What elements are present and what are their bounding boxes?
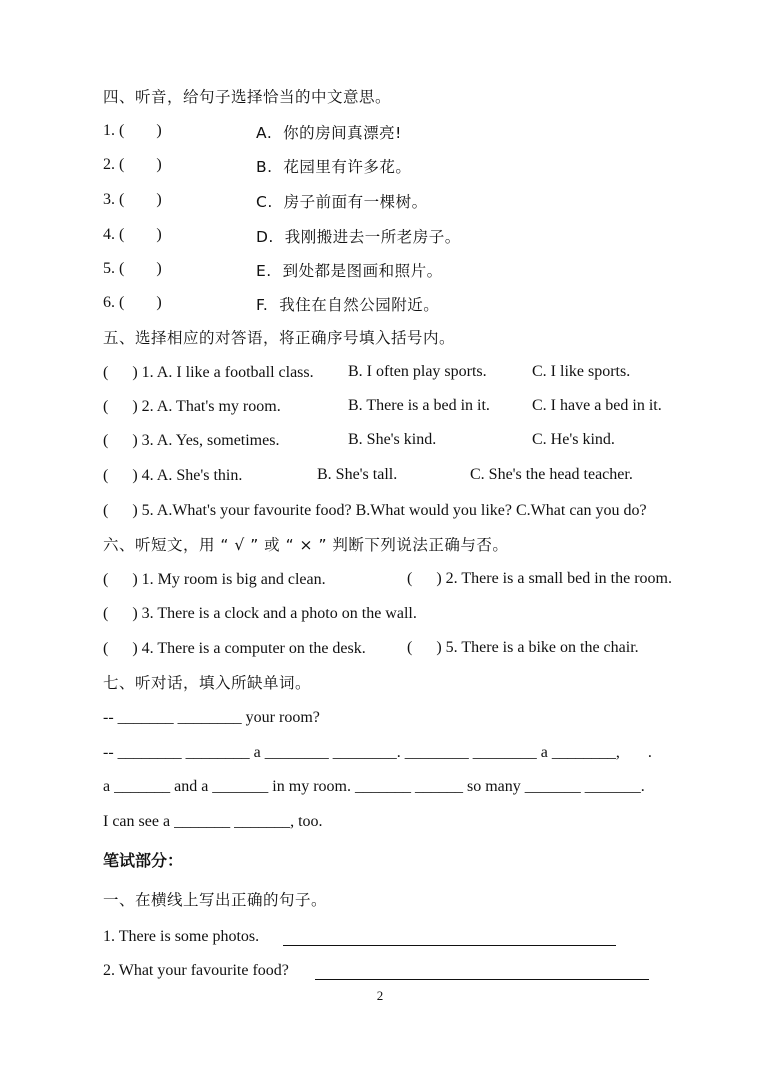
s5-q3-option-c: C. He's kind. [532, 431, 615, 448]
s7-line-1: -- _______ ________ your room? [103, 709, 320, 726]
written-sentence-1: 1. There is some photos. [103, 928, 260, 945]
s6-statement-5: ( ) 5. There is a bike on the chair. [407, 639, 639, 656]
s4-item1-number: 1. ( ) [103, 122, 162, 139]
s5-q5: ( ) 5. A.What's your favourite food? B.What would you like? C.What can you do? [103, 502, 647, 519]
written-section1-heading: 一、在横线上写出正确的句子。 [103, 891, 328, 909]
s5-q2-option-a: ( ) 2. A. That's my room. [103, 398, 281, 415]
section4-heading: 四、听音，给句子选择恰当的中文意思。 [103, 88, 392, 106]
s6-statement-2: ( ) 2. There is a small bed in the room. [407, 570, 672, 587]
s4-item6-number: 6. ( ) [103, 294, 162, 311]
s5-q1-option-a: ( ) 1. A. I like a football class. [103, 364, 314, 381]
s5-q1-option-c: C. I like sports. [532, 363, 631, 380]
s7-line-4: I can see a _______ _______, too. [103, 813, 323, 830]
s4-item2-option: B. 花园里有许多花。 [256, 158, 412, 176]
s4-item3-option: C. 房子前面有一棵树。 [256, 193, 428, 211]
s7-line-2: -- ________ ________ a ________ ________. ________ ________ a ________, . [103, 744, 652, 761]
s6-statement-1: ( ) 1. My room is big and clean. [103, 571, 326, 588]
s5-q2-option-b: B. There is a bed in it. [348, 397, 490, 414]
s5-q4-option-b: B. She's tall. [317, 466, 398, 483]
s4-item1-option: A. 你的房间真漂亮! [256, 124, 402, 142]
written-sentence-2: 2. What your favourite food? [103, 962, 289, 979]
s5-q3-option-b: B. She's kind. [348, 431, 437, 448]
s5-q2-option-c: C. I have a bed in it. [532, 397, 662, 414]
s4-item4-number: 4. ( ) [103, 226, 162, 243]
s4-item4-option: D. 我刚搬进去一所老房子。 [256, 228, 461, 246]
s6-statement-4: ( ) 4. There is a computer on the desk. [103, 640, 366, 657]
s4-item6-option: F. 我住在自然公园附近。 [256, 296, 440, 314]
page-number: 2 [376, 988, 384, 1003]
s6-statement-3: ( ) 3. There is a clock and a photo on the wall. [103, 605, 417, 622]
s7-line-3: a _______ and a _______ in my room. _______ ______ so many _______ _______. [103, 778, 645, 795]
written-answer-line-2[interactable] [315, 965, 649, 980]
s4-item5-option: E. 到处都是图画和照片。 [256, 262, 443, 280]
section5-heading: 五、选择相应的对答语，将正确序号填入括号内。 [103, 329, 456, 347]
section7-heading: 七、听对话，填入所缺单词。 [103, 674, 312, 692]
written-part-heading: 笔试部分： [103, 851, 184, 870]
written-answer-line-1[interactable] [283, 931, 616, 946]
section6-heading: 六、听短文，用 “ √ ” 或 “ × ” 判断下列说法正确与否。 [103, 536, 509, 554]
s4-item5-number: 5. ( ) [103, 260, 162, 277]
s5-q4-option-c: C. She's the head teacher. [470, 466, 633, 483]
s5-q4-option-a: ( ) 4. A. She's thin. [103, 467, 243, 484]
s4-item2-number: 2. ( ) [103, 156, 162, 173]
s5-q3-option-a: ( ) 3. A. Yes, sometimes. [103, 432, 280, 449]
s4-item3-number: 3. ( ) [103, 191, 162, 208]
s5-q1-option-b: B. I often play sports. [348, 363, 487, 380]
